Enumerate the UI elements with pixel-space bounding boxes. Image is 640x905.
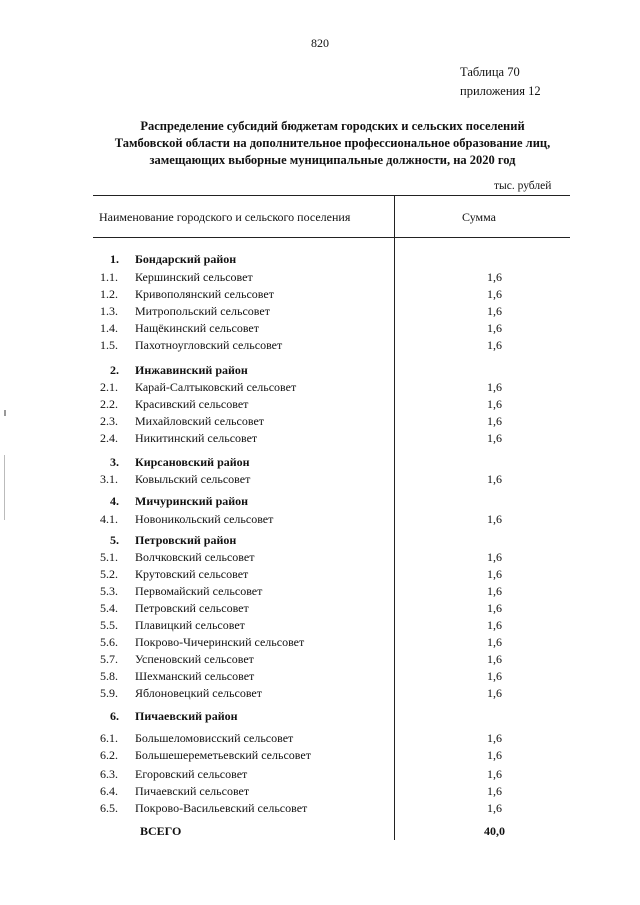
district-row xyxy=(0,533,640,550)
row-name: Бондарский район xyxy=(135,252,237,266)
row-name: Инжавинский район xyxy=(135,363,248,377)
title-line1: Распределение субсидий бюджетам городских и сельских поселений xyxy=(140,119,525,133)
row-number: 5.5. xyxy=(100,618,118,632)
row-value: 1,6 xyxy=(487,472,502,486)
row-name: Егоровский сельсовет xyxy=(135,767,248,781)
row-name: Крутовский сельсовет xyxy=(135,567,249,581)
settlement-row xyxy=(0,287,640,304)
row-value: 1,6 xyxy=(487,635,502,649)
row-number: 6.2. xyxy=(100,748,118,762)
row-value: 1,6 xyxy=(487,567,502,581)
row-name: Шехманский сельсовет xyxy=(135,669,255,683)
row-number: 1.1. xyxy=(100,270,118,284)
row-name: Митропольский сельсовет xyxy=(135,304,270,318)
settlement-row xyxy=(0,550,640,567)
row-number: 1.3. xyxy=(100,304,118,318)
row-name: Новоникольский сельсовет xyxy=(135,512,274,526)
row-name: Кершинский сельсовет xyxy=(135,270,253,284)
row-value: 1,6 xyxy=(487,686,502,700)
row-value: 1,6 xyxy=(487,431,502,445)
settlement-row xyxy=(0,567,640,584)
row-name: Яблоновецкий сельсовет xyxy=(135,686,262,700)
header-sum: Сумма xyxy=(462,210,496,224)
row-number: 2. xyxy=(110,363,119,377)
row-value: 1,6 xyxy=(487,767,502,781)
row-number: 2.2. xyxy=(100,397,118,411)
row-name: Кирсановский район xyxy=(135,455,250,469)
row-name: Плавицкий сельсовет xyxy=(135,618,245,632)
settlement-row xyxy=(0,669,640,686)
row-value: 1,6 xyxy=(487,397,502,411)
district-row xyxy=(0,363,640,380)
row-value: 1,6 xyxy=(487,321,502,335)
row-number: 5.2. xyxy=(100,567,118,581)
row-name: Карай-Салтыковский сельсовет xyxy=(135,380,297,394)
settlement-row xyxy=(0,601,640,618)
settlement-row xyxy=(0,686,640,703)
row-number: 5.9. xyxy=(100,686,118,700)
row-name: Михайловский сельсовет xyxy=(135,414,265,428)
row-value: 1,6 xyxy=(487,287,502,301)
settlement-row xyxy=(0,784,640,801)
document-title xyxy=(95,118,570,169)
row-number: 3.1. xyxy=(100,472,118,486)
settlement-row xyxy=(0,431,640,448)
total-row xyxy=(0,824,640,841)
settlement-row xyxy=(0,321,640,338)
row-number: 4. xyxy=(110,494,119,508)
row-name: Волчковский сельсовет xyxy=(135,550,255,564)
row-value: 1,6 xyxy=(487,801,502,815)
settlement-row xyxy=(0,635,640,652)
settlement-row xyxy=(0,652,640,669)
row-number: 5.6. xyxy=(100,635,118,649)
row-number: 5.3. xyxy=(100,584,118,598)
row-value: 1,6 xyxy=(487,748,502,762)
row-number: 5.1. xyxy=(100,550,118,564)
row-name: Большеломовисский сельсовет xyxy=(135,731,294,745)
row-name: Успеновский сельсовет xyxy=(135,652,254,666)
row-name: Покрово-Васильевский сельсовет xyxy=(135,801,308,815)
table-top-border xyxy=(93,195,570,196)
row-value: 1,6 xyxy=(487,784,502,798)
row-value: 1,6 xyxy=(487,731,502,745)
row-number: 2.4. xyxy=(100,431,118,445)
row-value: 1,6 xyxy=(487,380,502,394)
settlement-row xyxy=(0,801,640,818)
title-line2: Тамбовской области на дополнительное профессиональное образование лиц, xyxy=(114,136,551,150)
settlement-row xyxy=(0,270,640,287)
settlement-row xyxy=(0,472,640,489)
row-value: 1,6 xyxy=(487,601,502,615)
settlement-row xyxy=(0,731,640,748)
row-number: 5.4. xyxy=(100,601,118,615)
settlement-row xyxy=(0,748,640,765)
row-number: 6. xyxy=(110,709,119,723)
row-number: 6.4. xyxy=(100,784,118,798)
row-number: 6.3. xyxy=(100,767,118,781)
row-name: Петровский район xyxy=(135,533,237,547)
settlement-row xyxy=(0,338,640,355)
row-number: 5. xyxy=(110,533,119,547)
row-name: Петровский сельсовет xyxy=(135,601,249,615)
table-ref-line1: Таблица 70 xyxy=(460,65,520,79)
total-value: 40,0 xyxy=(484,824,505,838)
row-number: 4.1. xyxy=(100,512,118,526)
table-reference xyxy=(460,63,541,101)
row-value: 1,6 xyxy=(487,584,502,598)
settlement-row xyxy=(0,767,640,784)
settlement-row xyxy=(0,512,640,529)
row-name: Пичаевский сельсовет xyxy=(135,784,250,798)
row-value: 1,6 xyxy=(487,512,502,526)
margin-mark xyxy=(4,410,6,416)
district-row xyxy=(0,494,640,511)
page-number: 820 xyxy=(311,36,329,50)
row-value: 1,6 xyxy=(487,669,502,683)
settlement-row xyxy=(0,397,640,414)
row-number: 6.5. xyxy=(100,801,118,815)
row-number: 1.2. xyxy=(100,287,118,301)
row-number: 2.1. xyxy=(100,380,118,394)
district-row xyxy=(0,252,640,269)
row-number: 5.8. xyxy=(100,669,118,683)
units-label: тыс. рублей xyxy=(494,180,552,192)
row-value: 1,6 xyxy=(487,652,502,666)
row-name: Красивский сельсовет xyxy=(135,397,249,411)
row-value: 1,6 xyxy=(487,618,502,632)
settlement-row xyxy=(0,584,640,601)
table-ref-line2: приложения 12 xyxy=(460,84,541,98)
row-value: 1,6 xyxy=(487,270,502,284)
row-name: Первомайский сельсовет xyxy=(135,584,263,598)
row-name: Пичаевский район xyxy=(135,709,238,723)
header-name: Наименование городского и сельского поселения xyxy=(99,210,351,224)
district-row xyxy=(0,709,640,726)
row-name: Покрово-Чичеринский сельсовет xyxy=(135,635,305,649)
header-bottom-border xyxy=(93,237,570,238)
district-row xyxy=(0,455,640,472)
row-name: Мичуринский район xyxy=(135,494,249,508)
row-number: 2.3. xyxy=(100,414,118,428)
row-value: 1,6 xyxy=(487,414,502,428)
row-name: Кривополянский сельсовет xyxy=(135,287,274,301)
settlement-row xyxy=(0,380,640,397)
settlement-row xyxy=(0,618,640,635)
row-name: Нащёкинский сельсовет xyxy=(135,321,259,335)
margin-mark xyxy=(4,455,5,520)
row-number: 3. xyxy=(110,455,119,469)
row-number: 1.4. xyxy=(100,321,118,335)
total-label: ВСЕГО xyxy=(140,824,182,838)
row-number: 5.7. xyxy=(100,652,118,666)
row-name: Ковыльский сельсовет xyxy=(135,472,251,486)
settlement-row xyxy=(0,414,640,431)
row-number: 1.5. xyxy=(100,338,118,352)
row-value: 1,6 xyxy=(487,338,502,352)
title-line3: замещающих выборные муниципальные должности, на 2020 год xyxy=(149,153,516,167)
row-number: 1. xyxy=(110,252,119,266)
row-name: Пахотноугловский сельсовет xyxy=(135,338,283,352)
row-value: 1,6 xyxy=(487,304,502,318)
settlement-row xyxy=(0,304,640,321)
row-name: Большешереметьевский сельсовет xyxy=(135,748,311,762)
row-value: 1,6 xyxy=(487,550,502,564)
row-number: 6.1. xyxy=(100,731,118,745)
row-name: Никитинский сельсовет xyxy=(135,431,258,445)
